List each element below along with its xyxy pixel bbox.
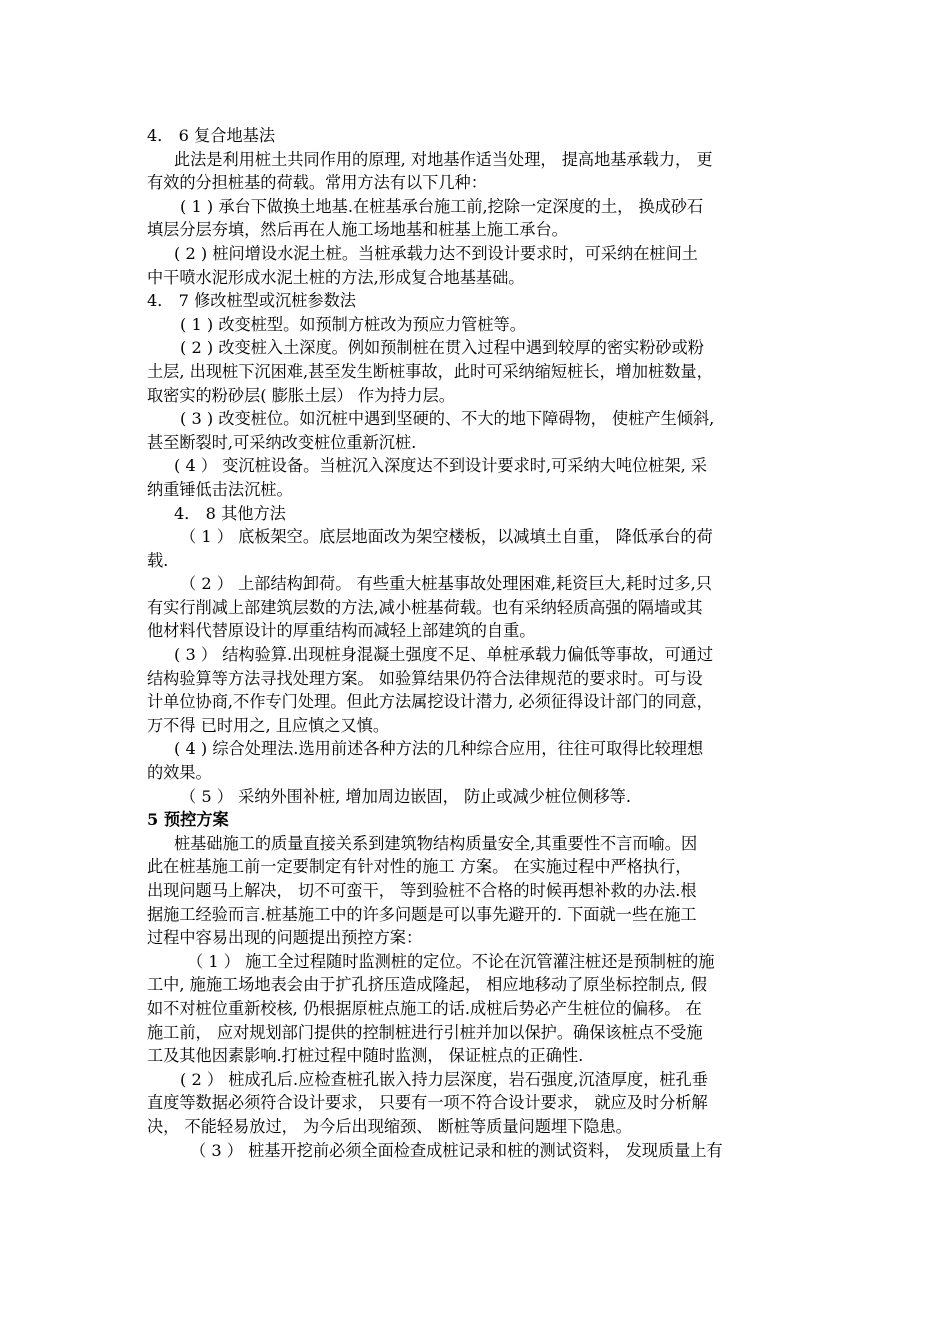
paragraph-line: 直度等数据必须符合设计要求， 只要有一项不符合设计要求， 就应及时分析解 (147, 1093, 708, 1113)
paragraph-line: 工及其他因素影响.打桩过程中随时监测， 保证桩点的正确性. (147, 1046, 584, 1066)
section-heading-4-8: 4． 8 其他方法 (174, 503, 286, 523)
paragraph-line: ( 3 ) 改变桩位。如沉桩中遇到坚硬的、不大的地下障碍物， 使桩产生倾斜, (180, 409, 715, 429)
paragraph-line: 如不对桩位重新校核, 仍根据原桩点施工的话.成桩后势必产生桩位的偏移。 在 (147, 998, 702, 1018)
paragraph-line: 万不得 已时用之, 且应慎之又慎。 (147, 715, 390, 735)
paragraph-line: 取密实的粉砂层( 膨胀土层） 作为持力层。 (147, 385, 455, 405)
paragraph-line: 有效的分担桩基的荷载。常用方法有以下几种： (147, 173, 487, 193)
paragraph-line: ( 4 ） 变沉桩设备。当桩沉入深度达不到设计要求时,可采纳大吨位桩架, 采 (174, 456, 708, 476)
paragraph-line: 有实行削减上部建筑层数的方法,减小桩基荷载。也有采纳轻质高强的隔墙或其 (147, 597, 703, 617)
paragraph-line: ( 3 ） 结构验算.出现桩身混凝土强度不足、单桩承载力偏低等事故，可通过 (174, 645, 714, 665)
paragraph-line: 结构验算等方法寻找处理方案。 如验算结果仍符合法律规范的要求时。可与设 (147, 668, 703, 688)
paragraph-line: （ 5 ） 采纳外围补桩, 增加周边嵌固， 防止或减少桩位侧移等. (180, 786, 632, 806)
paragraph-line: ( 2 ） 桩成孔后.应检查桩孔嵌入持力层深度，岩石强度,沉渣厚度，桩孔垂 (180, 1069, 708, 1089)
paragraph-line: （ 1 ） 底板架空。底层地面改为架空楼板，以减填土自重， 降低承台的荷 (180, 527, 713, 547)
paragraph-line: 此法是利用桩土共同作用的原理, 对地基作适当处理， 提高地基承载力， 更 (174, 149, 713, 169)
section-heading-4-6: 4． 6 复合地基法 (147, 126, 276, 145)
paragraph-line: 过程中容易出现的问题提出预控方案： (147, 928, 423, 948)
paragraph-line: ( 4 ) 综合处理法.选用前述各种方法的几种综合应用，往往可取得比较理想 (174, 739, 704, 759)
paragraph-line: 决， 不能轻易放过， 为今后出现缩颈、 断桩等质量问题埋下隐患。 (147, 1116, 632, 1136)
paragraph-line: （ 2 ） 上部结构卸荷。 有些重大桩基事故处理困难,耗资巨大,耗时过多,只 (180, 574, 712, 594)
paragraph-line: ( 1 ) 改变桩型。如预制方桩改为预应力管桩等。 (180, 314, 526, 334)
paragraph-line: （ 3 ） 桩基开挖前必须全面检查成桩记录和桩的测试资料， 发现质量上有 (190, 1140, 723, 1160)
paragraph-line: （ 1 ） 施工全过程随时监测桩的定位。不论在沉管灌注桩还是预制桩的施 (187, 951, 715, 971)
paragraph-line: ( 2 ) 桩问增设水泥土桩。当桩承载力达不到设计要求时，可采纳在桩间土 (174, 243, 698, 263)
paragraph-line: 载. (147, 550, 169, 570)
paragraph-line: ( 2 ) 改变桩入土深度。例如预制桩在贯入过程中遇到较厚的密实粉砂或粉 (180, 338, 704, 358)
paragraph-line: 计单位协商,不作专门处理。但此方法属挖设计潜力, 必须征得设计部门的同意， (147, 692, 713, 712)
paragraph-line: 据施工经验而言.桩基施工中的许多问题是可以事先避开的. 下面就一些在施工 (147, 904, 697, 924)
paragraph-line: 甚至断裂时,可采纳改变桩位重新沉桩. (147, 432, 417, 452)
paragraph-line: 施工前， 应对规划部门提供的控制桩进行引桩并加以保护。确保该桩点不受施 (147, 1022, 703, 1042)
paragraph-line: 土层, 出现桩下沉困难,甚至发生断桩事故，此时可采纳缩短桩长，增加桩数量， (147, 361, 713, 381)
paragraph-line: 出现问题马上解决， 切不可蛮干， 等到验桩不合格的时候再想补救的办法.根 (147, 881, 697, 900)
paragraph-line: 中干喷水泥形成水泥土桩的方法,形成复合地基基础。 (147, 267, 525, 287)
paragraph-line: 他材料代替原设计的厚重结构而减轻上部建筑的自重。 (147, 621, 536, 641)
paragraph-line: 纳重锤低击法沉桩。 (147, 479, 293, 499)
section-heading-5: 5 预控方案 (147, 810, 229, 830)
paragraph-line: 填层分层夯填，然后再在人施工场地基和桩基上施工承台。 (147, 220, 568, 240)
paragraph-line: 的效果。 (147, 763, 212, 783)
paragraph-line: 工中, 施施工场地表会由于扩孔挤压造成隆起， 相应地移动了原坐标控制点, 假 (147, 975, 707, 995)
document-page (147, 124, 813, 1162)
paragraph-line: ( 1 ) 承台下做换土地基.在桩基承台施工前,挖除一定深度的土， 换成砂石 (180, 196, 704, 216)
section-heading-4-7: 4． 7 修改桩型或沉桩参数法 (147, 291, 356, 311)
paragraph-line: 此在桩基施工前一定要制定有针对性的施工 方案。 在实施过程中严格执行， (147, 857, 692, 877)
paragraph-line: 桩基础施工的质量直接关系到建筑物结构质量安全,其重要性不言而喻。因 (174, 833, 698, 853)
